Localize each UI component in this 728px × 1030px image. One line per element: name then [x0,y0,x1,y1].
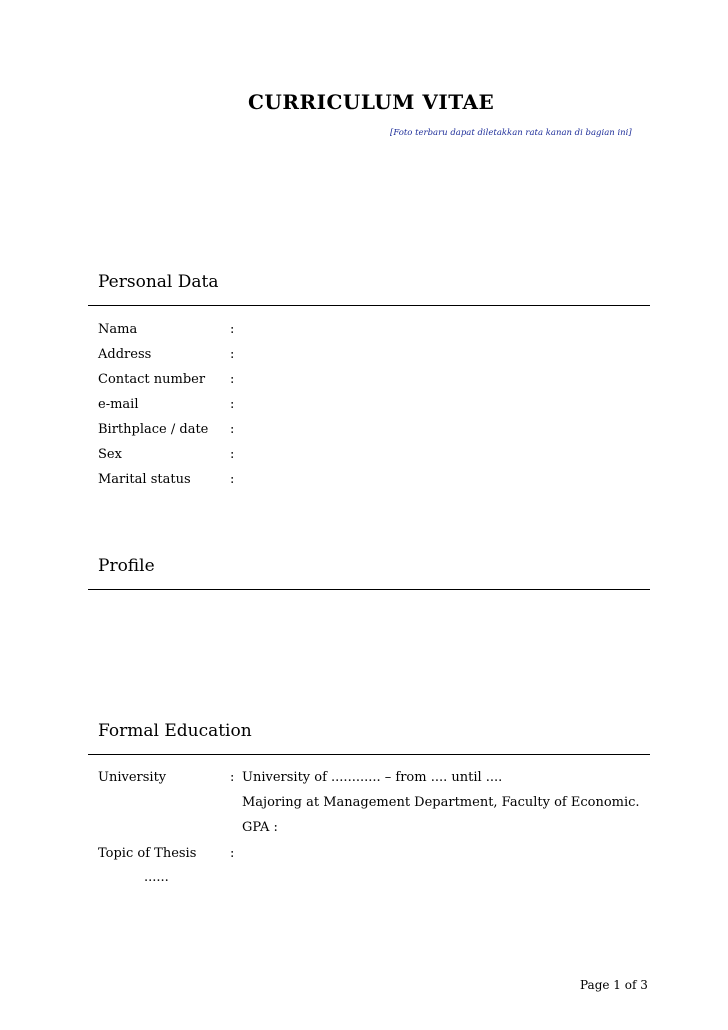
page-number: Page 1 of 3 [580,978,648,992]
field-label: Nama [98,322,138,337]
field-label: Sex [98,447,122,462]
field-colon: : [230,347,235,362]
field-colon: : [230,397,235,412]
thesis-placeholder-dots: ...... [144,870,169,885]
field-label: Marital status [98,472,191,487]
field-colon: : [230,322,235,337]
field-label: Topic of Thesis [98,846,197,861]
field-label: e-mail [98,397,139,412]
section-heading-formal-education: Formal Education [98,721,252,741]
university-major: Majoring at Management Department, Faculty of Economic. [242,795,640,810]
field-colon: : [230,472,235,487]
university-value: University of ............ – from .... until .... [242,770,503,785]
document-title: CURRICULUM VITAE [248,90,495,114]
section-divider [88,305,650,306]
field-label: Address [98,347,152,362]
section-divider [88,754,650,755]
field-colon: : [230,846,235,861]
field-label: Birthplace / date [98,422,209,437]
field-colon: : [230,372,235,387]
field-label: University [98,770,167,785]
field-label: Contact number [98,372,206,387]
section-heading-personal-data: Personal Data [98,272,219,292]
field-colon: : [230,447,235,462]
section-divider [88,589,650,590]
field-colon: : [230,770,235,785]
university-gpa: GPA : [242,820,278,835]
field-colon: : [230,422,235,437]
section-heading-profile: Profile [98,556,155,576]
photo-placeholder-note: [Foto terbaru dapat diletakkan rata kanan di bagian ini] [390,128,632,138]
